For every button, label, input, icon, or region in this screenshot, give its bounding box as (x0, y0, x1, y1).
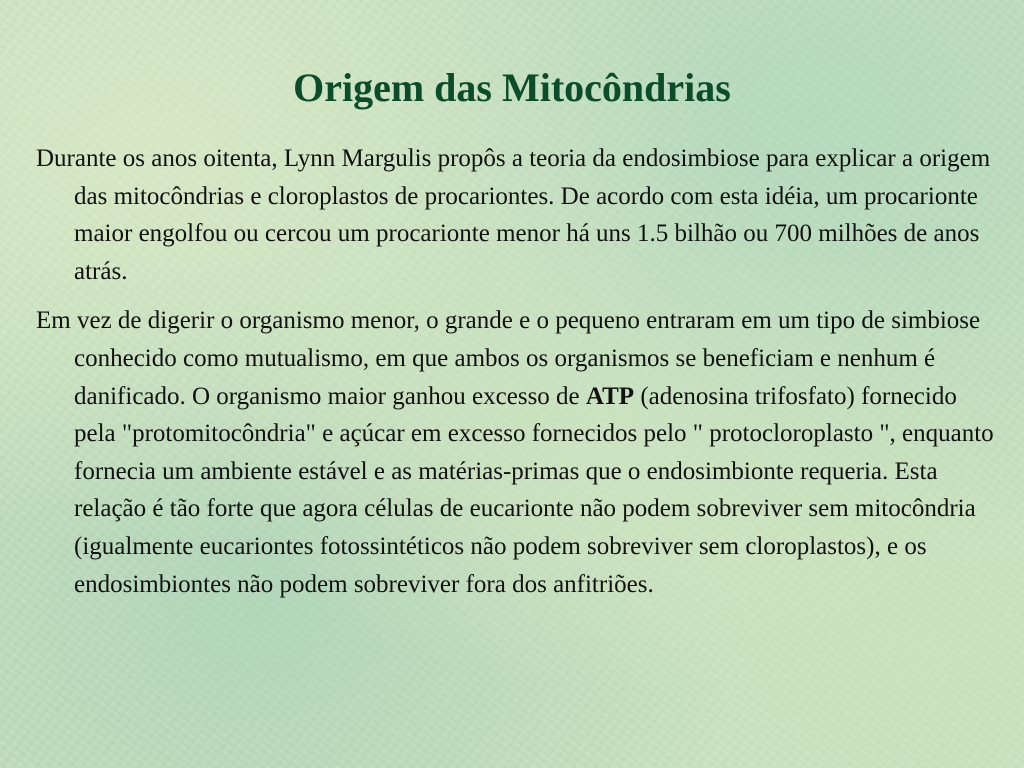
slide-body (36, 140, 996, 615)
paragraph-mutualism-text-start: Em vez de digerir o organismo menor, o grande e o pequeno entraram em um tipo de simbiose conhecido como mutualismo, em que ambos os organismos se beneficiam e nenhum é danificado. O organismo maior ganhou excesso de (36, 307, 981, 410)
slide-title: Origem das Mitocôndrias (293, 65, 731, 110)
atp-term: ATP (585, 382, 635, 410)
paragraph-endosymbiosis-theory: Durante os anos oitenta, Lynn Margulis propôs a teoria da endosimbiose para explicar a origem das mitocôndrias e cloroplastos de procariontes. De acordo com esta idéia, um procarionte maior engolfou ou cercou um procarionte menor há uns 1.5 bilhão ou 700 milhões de anos atrás. (36, 145, 991, 285)
paragraph-mutualism-text-end: (adenosina trifosfato) fornecido pela "protomitocôndria" e açúcar em excesso fornecidos pelo " protocloroplasto ", enquanto fornecia um ambiente estável e as matérias-primas que o endosimbionte requeria. Esta relação é tão forte que agora células de eucarionte não podem sobreviver sem mitocôndria (igualmente eucariontes fotossintéticos não podem sobreviver sem cloroplastos), e os endosimbiontes não podem sobreviver fora dos anfitriões. (74, 382, 994, 598)
paragraph-mutualism (36, 302, 996, 603)
